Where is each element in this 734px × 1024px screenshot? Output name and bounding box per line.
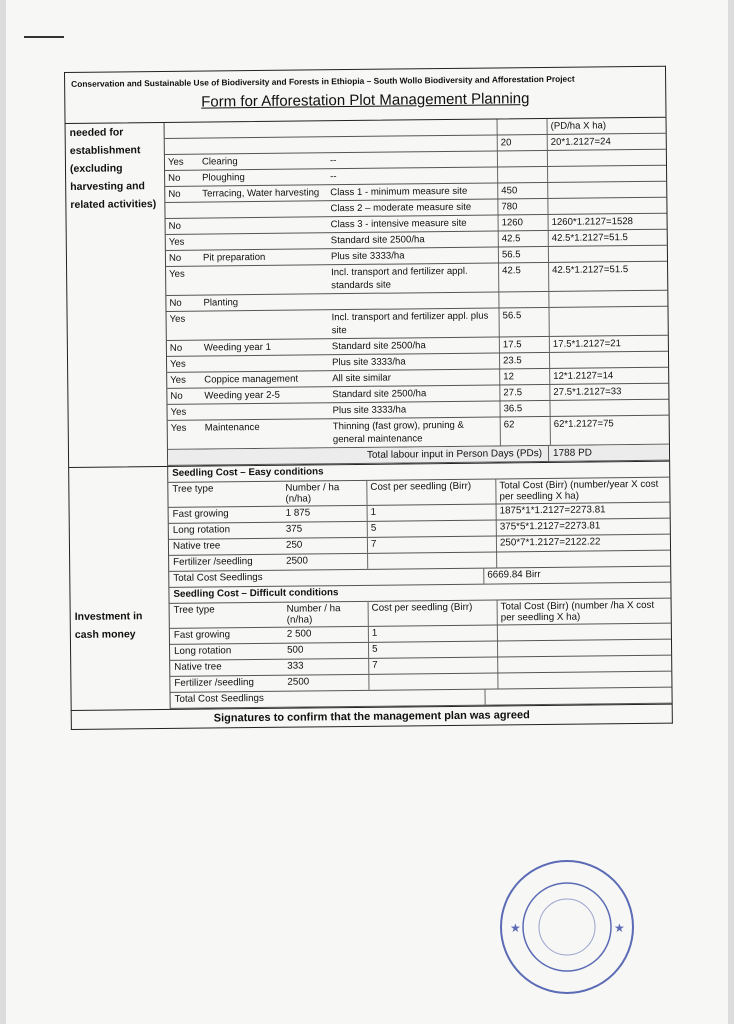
difficult-h-cost: Cost per seedling (Birr) [368,600,497,625]
yes-no-cell [165,139,199,154]
total-cell [497,672,671,689]
difficult-rows [170,624,672,693]
easy-rows [169,503,671,572]
measure-cell: Standard site 2500/ha [332,388,427,401]
measure-cell: Standard site 2500/ha [331,340,426,353]
total-cell [497,656,671,673]
yes-no-cell: No [170,390,183,402]
total-cell [496,551,670,568]
measure-cell: Incl. transport and fertilizer appl. plus site [331,310,489,337]
calc-cell: 42.5*1.2127=51.5 [548,262,667,291]
labour-left-label: needed for establishment (excluding harvesting and related activities) [69,126,157,211]
cost-cell: 7 [367,537,496,553]
yes-no-cell: No [169,297,182,309]
yes-no-cell: No [168,252,182,264]
total-cell: 1875*1*1.2127=2273.81 [496,503,670,520]
pd-cell: 42.5 [498,231,548,247]
yes-no-cell: Yes [167,156,184,168]
activity-cell: Weeding year 1 [203,341,271,354]
yes-no-cell: Yes [168,236,185,248]
difficult-total-value [484,688,671,705]
tree-type-cell: Native tree [172,540,221,552]
investment-left-label: Investment in cash money [74,610,143,641]
calc-cell: 12*1.2127=14 [549,368,668,384]
measure-cell: -- [329,155,337,167]
yes-no-cell: No [168,172,181,184]
pd-cell: 1260 [498,215,548,231]
easy-h-type: Tree type [172,483,214,495]
difficult-title: Seedling Cost – Difficult conditions [173,587,339,600]
activity-cell: Planting [203,297,239,309]
easy-h-cost: Cost per seedling (Birr) [366,480,495,505]
activity-cell [199,201,327,217]
activity-cell [200,217,328,233]
activity-cell: Weeding year 2-5 [204,389,281,402]
calc-cell [549,352,668,368]
cost-cell: 5 [368,641,497,657]
activity-cell: Clearing [201,156,238,168]
activity-cell [200,265,328,294]
yes-no-cell: Yes [170,374,186,386]
easy-total-value: 6669.84 Birr [483,567,670,584]
total-cell: 375*5*1.2127=2273.81 [496,519,670,536]
measure-cell: Class 3 - intensive measure site [330,217,467,231]
tree-type-cell: Native tree [174,661,222,673]
official-seal-icon [496,856,638,998]
cost-cell [367,553,496,569]
pd-cell: 36.5 [499,401,549,417]
yes-no-cell: Yes [169,313,186,325]
measure-cell [328,292,498,309]
yes-no-cell: No [168,188,181,200]
investment-table [167,462,672,709]
form-sheet [64,66,673,730]
number-cell: 2 500 [286,628,312,640]
calc-cell [549,400,668,416]
pd-cell: 12 [499,369,549,385]
yes-no-cell: Yes [169,268,185,280]
tree-type-cell: Long rotation [174,645,232,657]
activity-cell: Terracing, Water harvesting [202,187,320,200]
number-cell: 333 [287,660,304,672]
pd-cell [498,292,548,308]
cost-cell [368,673,497,689]
activity-cell: Maintenance [204,421,260,434]
difficult-h-total: Total Cost (Birr) (number /ha X cost per seedling X ha) [497,599,671,625]
activity-cell: Pit preparation [202,251,266,264]
activity-cell [199,137,327,153]
activity-cell [200,233,328,249]
pd-cell: 780 [497,199,547,215]
measure-cell: All site similar [332,372,391,385]
labour-rows [165,134,669,450]
difficult-h-number: Number / ha (n/ha) [286,603,341,626]
calc-column-header: (PD/ha X ha) [547,118,666,134]
tree-type-cell: Long rotation [172,524,231,536]
yes-no-cell: Yes [170,422,187,434]
measure-cell: Plus site 3333/ha [332,356,406,369]
number-cell: 2500 [287,676,310,688]
calc-cell [547,166,666,182]
cost-cell: 1 [368,625,497,641]
paper-sheet [6,0,728,1024]
margin-mark [24,36,64,38]
tree-type-cell: Fast growing [173,629,231,641]
tree-type-cell: Fertilizer /seedling [174,677,254,689]
pd-cell [497,151,547,167]
difficult-h-type: Tree type [173,604,215,616]
calc-cell [548,307,667,336]
pd-cell: 23.5 [499,353,549,369]
yes-no-cell: Yes [170,406,187,418]
calc-cell: 1260*1.2127=1528 [548,214,667,230]
total-cell [497,624,671,641]
measure-cell: Class 1 - minimum measure site [330,185,468,199]
labour-total-label: Total labour input in Person Days (PDs) [168,446,549,465]
calc-cell: 17.5*1.2127=21 [549,336,668,352]
pd-cell: 450 [497,183,547,199]
number-cell: 2500 [286,555,308,567]
calc-cell [547,182,666,198]
pd-cell: 56.5 [498,247,548,263]
yes-no-cell: Yes [170,358,186,370]
measure-cell: Plus site 3333/ha [330,250,405,263]
pd-cell [497,167,547,183]
pd-cell: 62 [500,417,550,446]
pd-cell: 56.5 [499,308,549,337]
measure-cell: Incl. transport and fertilizer appl. standards site [331,265,468,292]
calc-cell: 27.5*1.2127=33 [549,384,668,400]
easy-h-total: Total Cost (Birr) (number/year X cost per seedling X ha) [495,478,669,504]
number-cell: 500 [287,644,304,656]
calc-cell: 20*1.2127=24 [547,134,666,150]
activity-cell [201,403,329,419]
pd-cell: 42.5 [498,263,548,292]
calc-cell [548,291,667,307]
cost-cell: 1 [367,505,496,521]
tree-type-cell: Fertilizer /seedling [173,556,253,568]
calc-cell: 42.5*1.2127=51.5 [548,230,667,246]
activity-cell [201,310,329,339]
easy-h-number: Number / ha (n/ha) [285,482,340,505]
cost-cell: 5 [367,521,496,537]
activity-cell [201,355,329,371]
calc-cell [548,246,667,262]
number-cell: 250 [285,539,303,551]
number-cell: 1 875 [285,507,311,519]
signature-line: Signatures to confirm that the management plan was agreed [71,705,673,730]
tree-type-cell: Fast growing [172,508,229,520]
number-cell: 375 [285,523,303,535]
project-name: Conservation and Sustainable Use of Biodiversity and Forests in Ethiopia – South Wollo Biodiversity and Afforestation Project [71,73,575,89]
measure-cell: -- [330,171,337,183]
yes-no-cell [165,203,199,218]
difficult-total-label: Total Cost Seedlings [174,692,264,705]
investment-section [68,462,673,711]
form-header [64,66,667,123]
svg-text:★: ★ [614,921,625,935]
measure-cell [327,135,497,152]
easy-total-label: Total Cost Seedlings [173,571,263,584]
easy-title: Seedling Cost – Easy conditions [172,466,324,479]
calc-cell [547,150,666,166]
total-cell: 250*7*1.2127=2122.22 [496,535,670,552]
total-cell [497,640,671,657]
activity-cell: Coppice management [204,373,299,386]
labour-total-value: 1788 PD [552,447,592,459]
calc-cell: 62*1.2127=75 [550,416,669,445]
activity-cell: Ploughing [202,172,245,184]
pd-cell: 27.5 [499,385,549,401]
yes-no-cell: No [169,342,183,354]
labour-table [164,118,670,466]
measure-cell: Class 2 – moderate measure site [330,201,472,215]
pd-cell: 17.5 [499,337,549,353]
measure-cell: Standard site 2500/ha [330,234,425,247]
pd-cell: 20 [497,135,547,151]
cost-cell: 7 [368,657,497,673]
measure-cell: Plus site 3333/ha [332,404,407,417]
calc-cell [547,198,666,214]
measure-cell: Thinning (fast grow), pruning & general maintenance [332,419,464,446]
svg-text:★: ★ [510,921,521,935]
labour-section [65,117,671,468]
yes-no-cell: No [168,220,181,232]
form-title: Form for Afforestation Plot Management Planning [201,90,530,111]
